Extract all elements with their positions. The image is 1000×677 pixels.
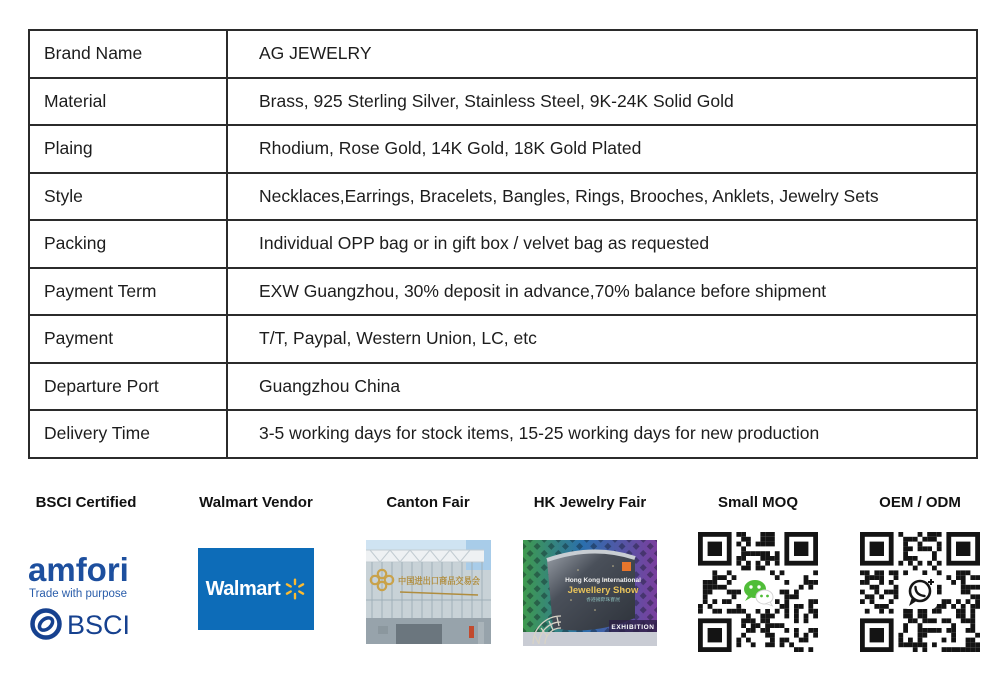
row-value-cell: AG JEWELRY [227, 30, 977, 78]
row-value-cell: Individual OPP bag or in gift box / velvet bag as requested [227, 220, 977, 268]
row-label-cell: Departure Port [29, 363, 227, 411]
show-logo-chip [622, 562, 631, 571]
walmart-spark-icon [284, 578, 306, 600]
row-label-cell: Payment Term [29, 268, 227, 316]
row-label-cell: Material [29, 78, 227, 126]
badge-label: BSCI Certified [35, 494, 137, 511]
hk-jewelry-fair-photo [523, 540, 657, 646]
badge-label: OEM / ODM [879, 494, 961, 511]
table-row [29, 410, 977, 458]
amfori-wordmark: amfori [28, 551, 129, 588]
row-label-cell: Payment [29, 315, 227, 363]
row-label-cell: Style [29, 173, 227, 221]
badge-label: Small MOQ [717, 494, 799, 511]
row-value-cell: EXW Guangzhou, 30% deposit in advance,70% balance before shipment [227, 268, 977, 316]
row-value-cell: Rhodium, Rose Gold, 14K Gold, 18K Gold Plated [227, 125, 977, 173]
table-row [29, 125, 977, 173]
table-row [29, 268, 977, 316]
canton-sign-text: 中国进出口商品交易会 [397, 576, 488, 586]
hk-show-line2: Jewellery Show [567, 585, 639, 596]
spec-table [28, 29, 978, 459]
amfori-bsci-logo [26, 550, 146, 650]
badge-walmart-vendor [181, 494, 331, 630]
hk-show-line3: 香港國際珠寶展 [586, 597, 618, 602]
row-value-cell: Guangzhou China [227, 363, 977, 411]
row-value-cell: Necklaces,Earrings, Bracelets, Bangles, Rings, Brooches, Anklets, Jewelry Sets [227, 173, 977, 221]
table-row [29, 363, 977, 411]
table-row [29, 30, 977, 78]
wechat-qr-code [698, 532, 818, 652]
table-row [29, 315, 977, 363]
badge-hk-jewelry-fair [515, 494, 665, 646]
wechat-icon [741, 575, 775, 609]
table-row [29, 78, 977, 126]
bsci-label: BSCI [67, 610, 131, 640]
whatsapp-qr-code [860, 532, 980, 652]
badge-bsci-certified [11, 494, 161, 650]
exhibition-label: EXHIBITION [611, 624, 655, 631]
amfori-tagline: Trade with purpose [29, 588, 128, 600]
row-value-cell: T/T, Paypal, Western Union, LC, etc [227, 315, 977, 363]
walmart-wordmark: Walmart [205, 577, 281, 600]
badge-canton-fair [353, 494, 503, 644]
badge-label: Canton Fair [386, 494, 470, 511]
row-label-cell: Delivery Time [29, 410, 227, 458]
walmart-logo [198, 548, 314, 630]
row-label-cell: Packing [29, 220, 227, 268]
badge-small-moq [683, 494, 833, 652]
badge-oem-odm [845, 494, 995, 652]
table-row [29, 220, 977, 268]
row-label-cell: Plaing [29, 125, 227, 173]
badge-label: HK Jewelry Fair [533, 494, 647, 511]
bsci-spiral-icon [33, 611, 60, 638]
whatsapp-icon [903, 575, 937, 609]
row-value-cell: 3-5 working days for stock items, 15-25 working days for new production [227, 410, 977, 458]
hk-show-line1: Hong Kong International [565, 577, 641, 584]
table-row [29, 173, 977, 221]
row-value-cell: Brass, 925 Sterling Silver, Stainless Steel, 9K-24K Solid Gold [227, 78, 977, 126]
badge-label: Walmart Vendor [199, 494, 313, 511]
row-label-cell: Brand Name [29, 30, 227, 78]
canton-fair-photo [366, 540, 491, 644]
